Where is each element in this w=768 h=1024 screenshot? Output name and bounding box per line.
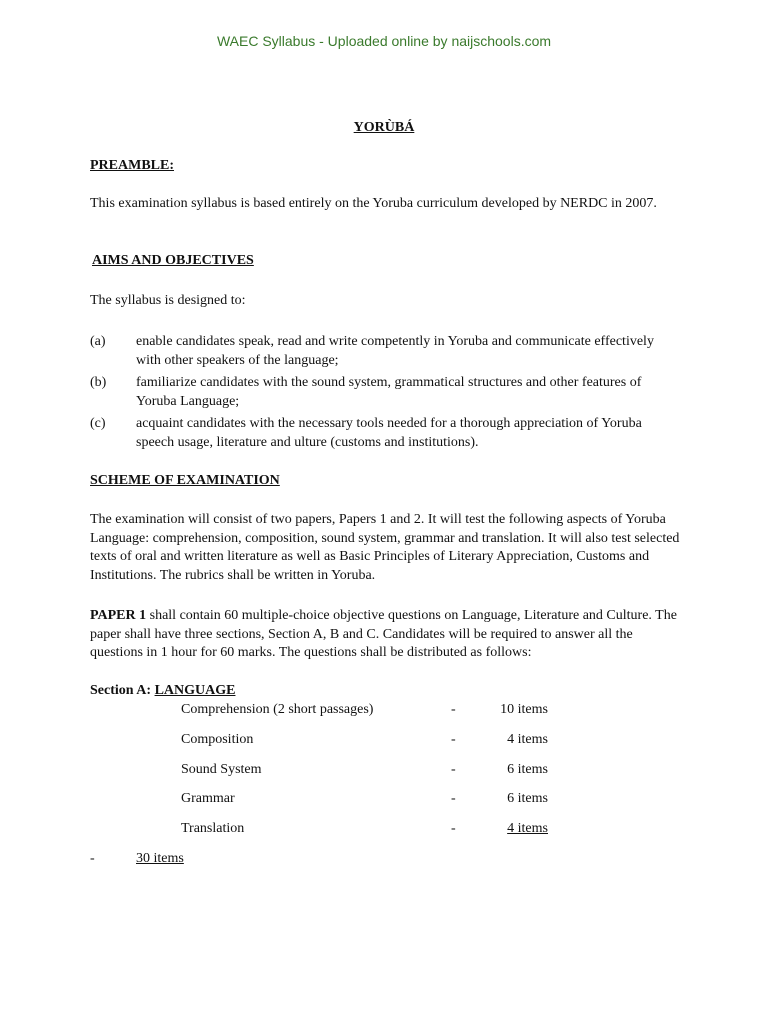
count-translation <box>480 820 548 839</box>
topic-comprehension: Comprehension (2 short passages) <box>181 702 374 717</box>
total-dash: - <box>90 851 95 866</box>
aim-label-b: (b) <box>90 375 107 390</box>
scheme-text: The examination will consist of two papers, Papers 1 and 2. It will test the following aspects of Yoruba Language: comprehension, composition, sound system, grammar and translation. It will also test selected texts of oral and written literature as well as Basic Principles of Literary Appreciation, Customs and Institutions. The rubrics shall be written in Yoruba. <box>90 512 680 583</box>
aim-text-b: familiarize candidates with the sound system, grammatical structures and other features of Yoruba Language; <box>136 375 642 409</box>
paper1-paragraph <box>90 607 680 663</box>
scheme-heading: SCHEME OF EXAMINATION <box>90 473 280 488</box>
aim-text-a: enable candidates speak, read and write competently in Yoruba and communicate effectively with other speakers of the language; <box>136 334 654 368</box>
dash: - <box>451 762 456 777</box>
count-comprehension: 10 items <box>500 702 548 717</box>
paper1-text: shall contain 60 multiple-choice objective questions on Language, Literature and Culture. The paper shall have three sections, Section A, B and C. Candidates will be required to answer all the questions in 1 hour for 60 marks. The questions shall be distributed as follows: <box>90 608 677 660</box>
dash: - <box>451 732 456 747</box>
paper1-lead: PAPER 1 <box>90 608 147 623</box>
aim-label-c: (c) <box>90 416 106 431</box>
count-grammar: 6 items <box>507 791 548 806</box>
dash: - <box>451 702 456 717</box>
dash: - <box>451 821 456 836</box>
section-a-name: LANGUAGE <box>154 683 236 698</box>
page-header: WAEC Syllabus - Uploaded online by naijschools.com <box>216 33 552 49</box>
count-composition: 4 items <box>507 732 548 747</box>
total-items: 30 items <box>136 851 184 866</box>
preamble-heading: PREAMBLE: <box>90 158 174 173</box>
topic-composition: Composition <box>181 732 254 747</box>
topic-grammar: Grammar <box>181 791 235 806</box>
count-translation-value: 4 items <box>507 821 548 836</box>
preamble-text: This examination syllabus is based entirely on the Yoruba curriculum developed by NERDC in 2007. <box>90 196 657 211</box>
count-sound-system: 6 items <box>507 762 548 777</box>
document-title: YORÙBÁ <box>353 120 415 135</box>
aims-intro: The syllabus is designed to: <box>90 293 246 308</box>
topic-translation: Translation <box>181 821 245 836</box>
topic-sound-system: Sound System <box>181 762 262 777</box>
dash: - <box>451 791 456 806</box>
aim-label-a: (a) <box>90 334 106 349</box>
aims-heading: AIMS AND OBJECTIVES <box>92 253 254 268</box>
section-a-prefix: Section A: <box>90 683 155 698</box>
aim-text-c: acquaint candidates with the necessary tools needed for a thorough appreciation of Yoruba speech usage, literature and ulture (customs and institutions). <box>136 416 642 450</box>
section-a-heading <box>90 682 235 701</box>
